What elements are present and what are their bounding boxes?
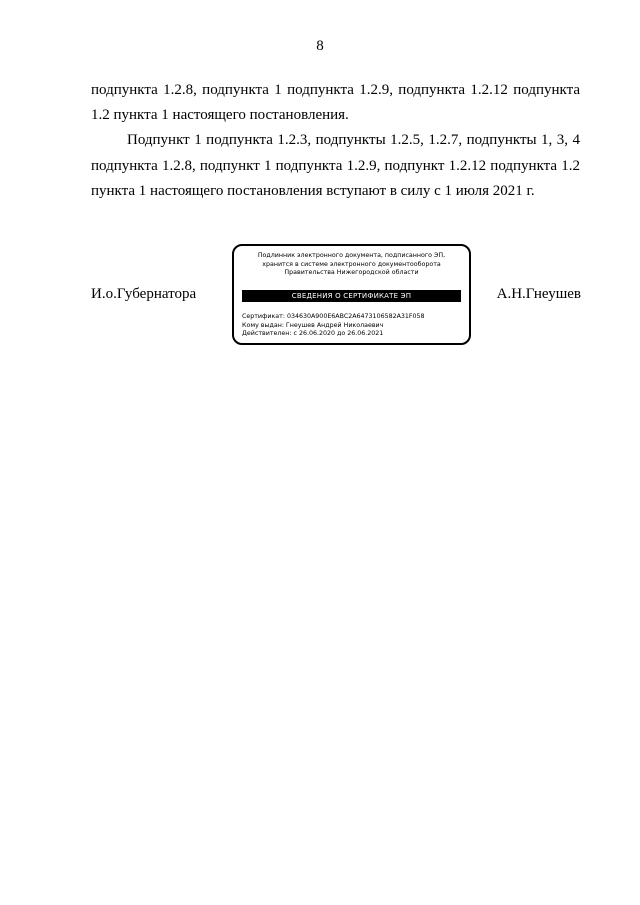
stamp-header [234, 252, 469, 278]
stamp-header-line: Подлинник электронного документа, подписанного ЭП, [257, 252, 446, 259]
signatory-position: И.о.Губернатора [91, 286, 197, 302]
stamp-header-line: Правительства Нижегородской области [284, 269, 419, 276]
page-number: 8 [316, 38, 324, 54]
stamp-details [242, 313, 425, 339]
stamp-validity: Действителен: с 26.06.2020 до 26.06.2021 [242, 330, 384, 337]
stamp-certificate-title: СВЕДЕНИЯ О СЕРТИФИКАТЕ ЭП [242, 290, 461, 302]
stamp-header-line: хранится в системе электронного документооборота [262, 260, 441, 268]
paragraph-2: Подпункт 1 подпункта 1.2.3, подпункты 1.2.5, 1.2.7, подпункты 1, 3, 4 подпункта 1.2.8, подпункт 1 подпункта 1.2.9, подпункт 1.2.12 подпункта 1.2 пункта 1 настоящего постановления вступают в силу с 1 июля 2021 г. [91, 132, 580, 199]
stamp-certificate-number: Сертификат: 034630A900E6ABC2A6473106582A31F058 [242, 313, 425, 320]
electronic-signature-stamp [232, 244, 471, 345]
signatory-name: А.Н.Гнеушев [496, 286, 581, 302]
paragraph-1: подпункта 1.2.8, подпункта 1 подпункта 1.2.9, подпункта 1.2.12 подпункта 1.2 пункта 1 настоящего постановления. [91, 82, 580, 123]
stamp-issued-to: Кому выдан: Гнеушев Андрей Николаевич [242, 321, 384, 329]
